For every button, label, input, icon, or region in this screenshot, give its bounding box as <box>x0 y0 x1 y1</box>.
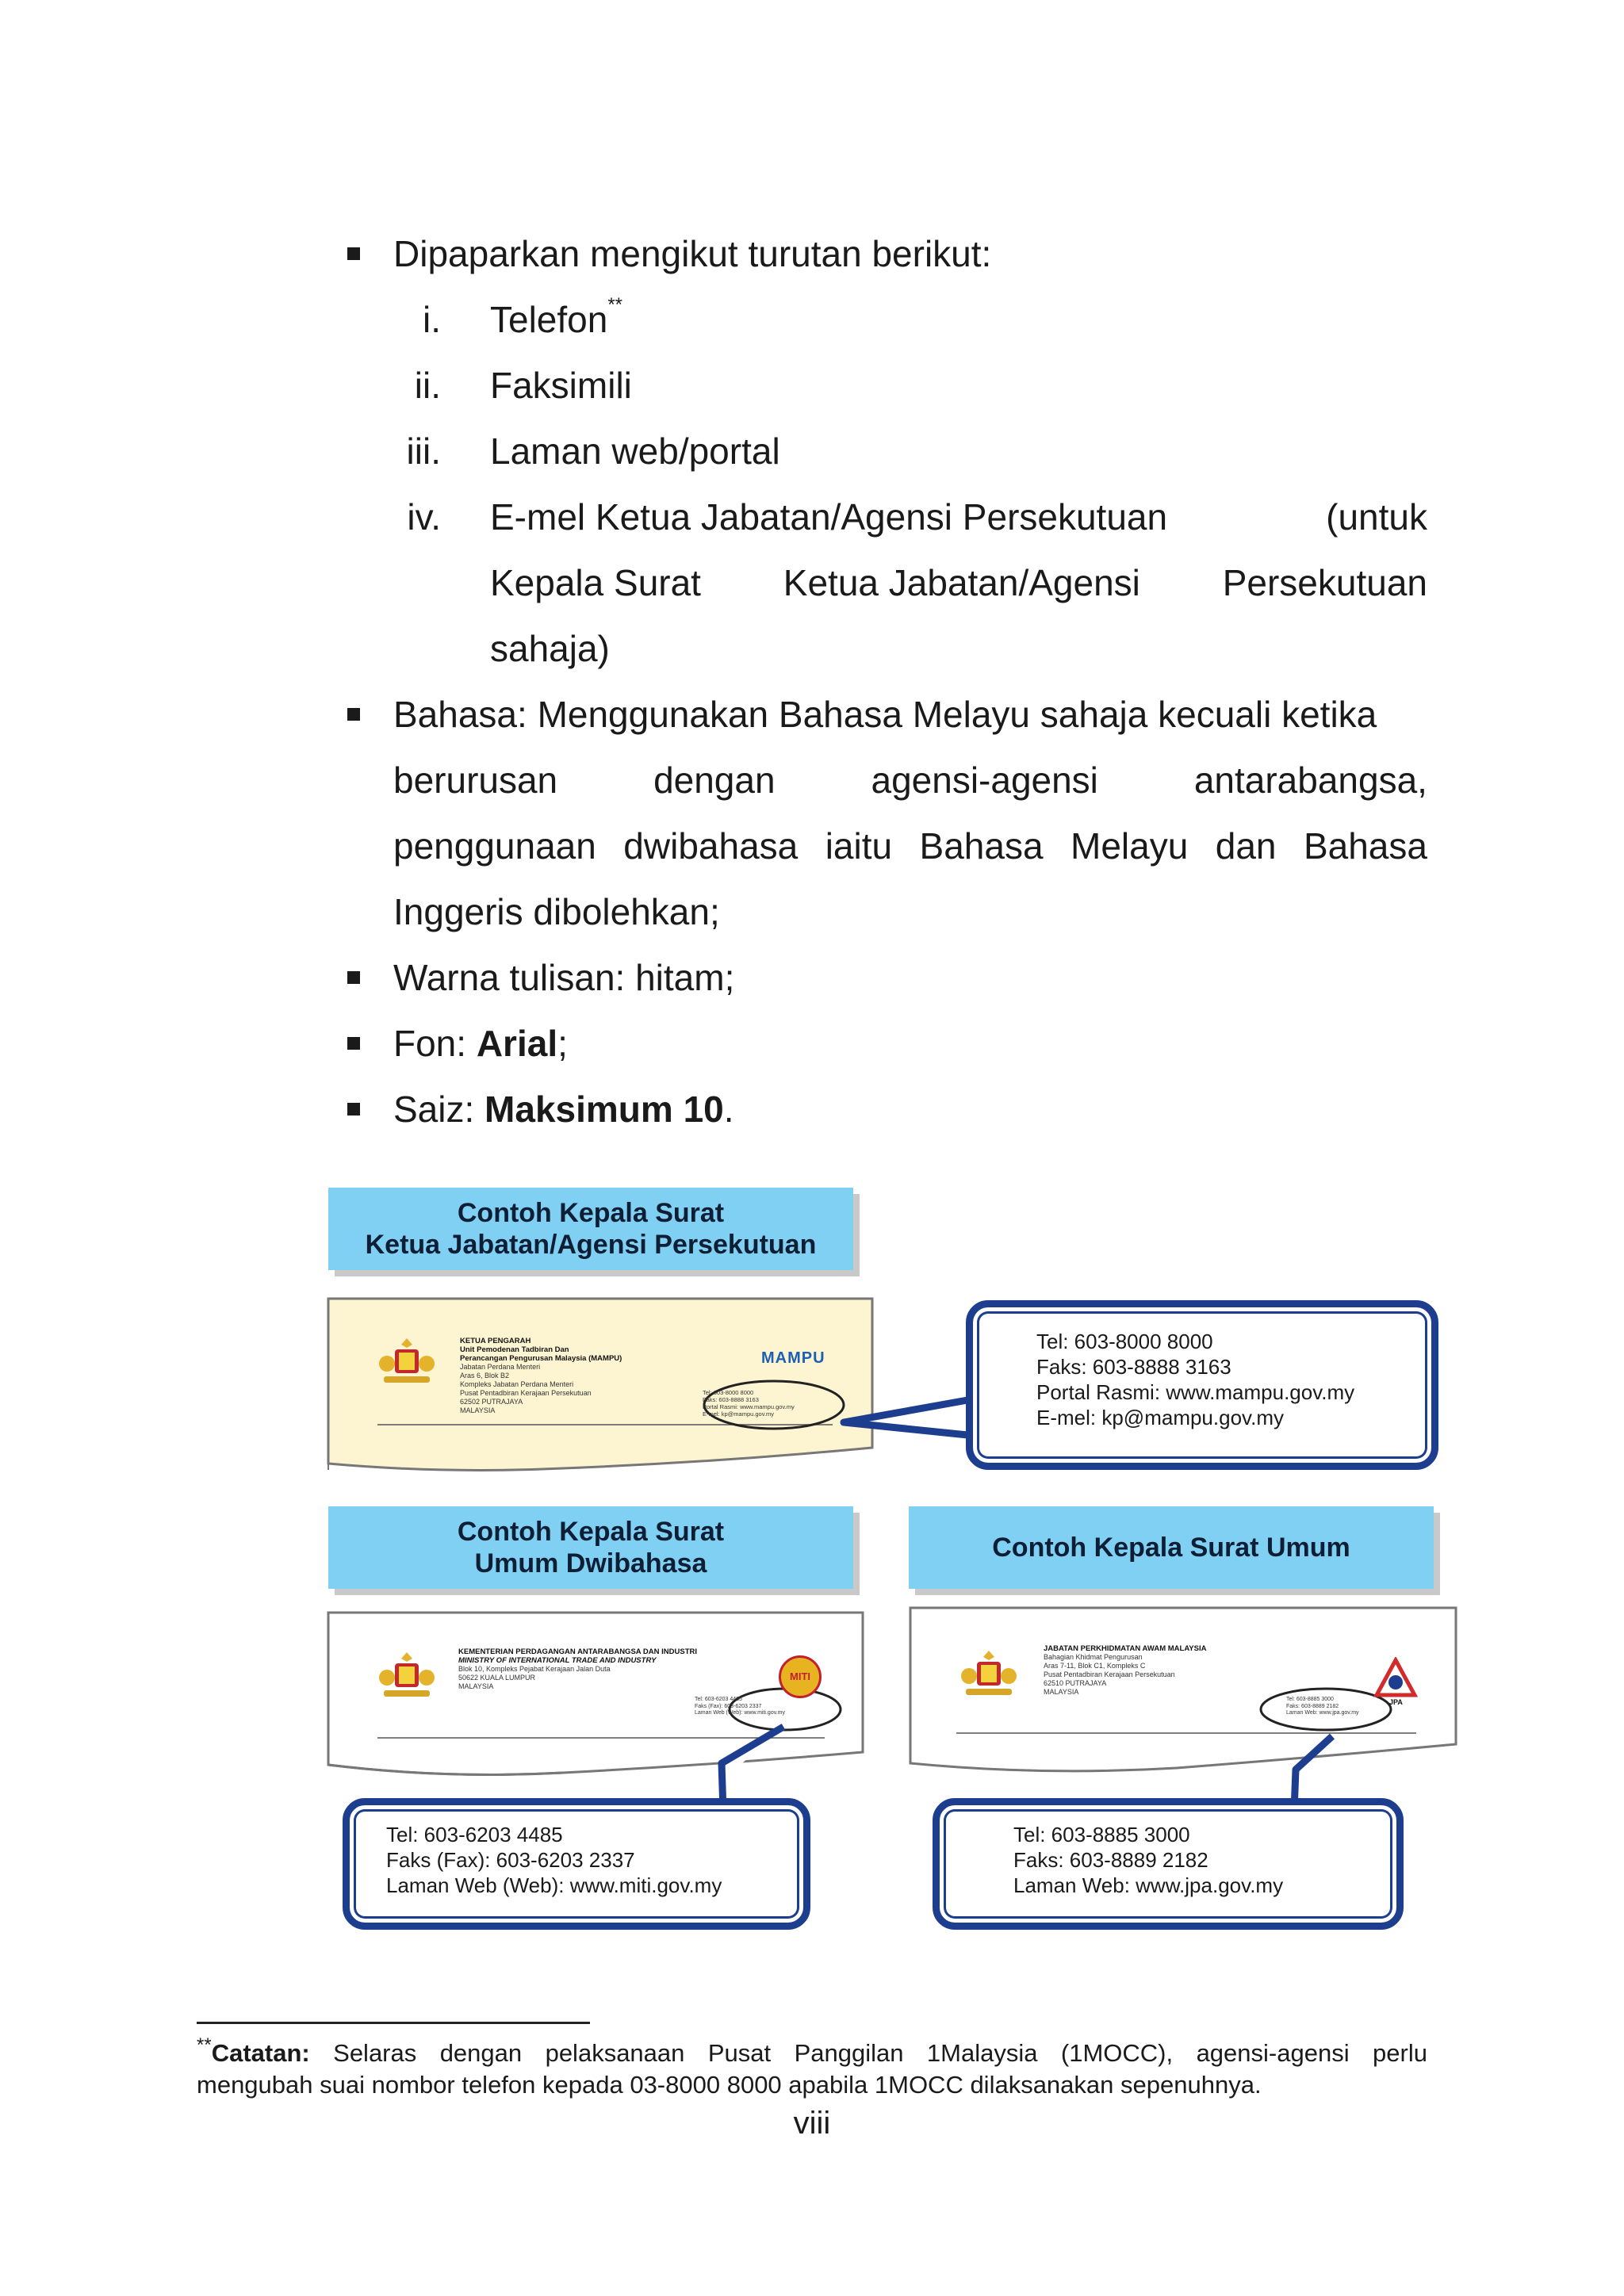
list-text: Telefon** <box>490 294 623 340</box>
list-text: Faksimili <box>490 365 632 406</box>
bullet-square <box>347 708 360 721</box>
list-text-line: E-mel Ketua Jabatan/Agensi Persekutuan (untuk <box>490 496 1427 538</box>
bullet-square <box>347 1037 360 1050</box>
bahasa-line: Bahasa: Menggunakan Bahasa Melayu sahaja kecuali ketika <box>393 694 1377 735</box>
callout-contact: Tel: 603-6203 4485 Faks (Fax): 603-6203 2337 Laman Web (Web): www.miti.gov.my <box>386 1823 722 1897</box>
letterhead-address: JABATAN PERKHIDMATAN AWAM MALAYSIA Bahagian Khidmat Pengurusan Aras 7-11, Blok C1, Kompleks C Pusat Pentadbiran Kerajaan Persekutuan 62510 PUTRAJAYA MALAYSIA <box>1044 1644 1207 1696</box>
malaysia-crest-icon <box>959 1649 1018 1700</box>
list-numeral: iv. <box>407 496 441 538</box>
page-number: viii <box>793 2106 831 2141</box>
label-ketua: Contoh Kepala Surat Ketua Jabatan/Agensi Persekutuan <box>328 1188 853 1270</box>
malaysia-crest-icon <box>377 1337 436 1387</box>
miti-logo: MITI <box>779 1655 822 1698</box>
mampu-logo: MAMPU <box>761 1349 825 1367</box>
list-numeral: iii. <box>406 430 441 472</box>
bahasa-line: Inggeris dibolehkan; <box>393 891 720 932</box>
warna-text: Warna tulisan: hitam; <box>393 957 735 998</box>
bullet-square <box>347 247 360 260</box>
jpa-logo-icon <box>1373 1657 1418 1701</box>
callout-contact: Tel: 603-8885 3000 Faks: 603-8889 2182 Laman Web: www.jpa.gov.my <box>1013 1823 1284 1897</box>
list-numeral: i. <box>423 299 441 340</box>
saiz-text: Saiz: Maksimum 10. <box>393 1089 734 1130</box>
footnote-rule <box>197 2022 590 2024</box>
bullet-square <box>347 1103 360 1115</box>
letterhead-contact: Tel: 603-6203 4485 Faks (Fax): 603-6203 2337 Laman Web (Web): www.miti.gov.my <box>695 1697 785 1716</box>
bahasa-line: berurusan dengan agensi-agensi antarabangsa, <box>393 760 1427 801</box>
bullet-square <box>347 971 360 984</box>
footnote-marker: ** <box>197 2034 212 2056</box>
list-text: sahaja) <box>490 628 610 669</box>
letterhead-address: KETUA PENGARAH Unit Pemodenan Tadbiran Dan Perancangan Pengurusan Malaysia (MAMPU) Jabatan Perdana Menteri Aras 6, Blok B2 Kompleks Jabatan Perdana Menteri Pusat Pentadbiran Kerajaan Persekutuan 62502 PUTRAJAYA MALAYSIA <box>460 1337 622 1414</box>
label-umum: Contoh Kepala Surat Umum <box>909 1506 1434 1589</box>
bahasa-line: penggunaan dwibahasa iaitu Bahasa Melayu dan Bahasa <box>393 825 1427 867</box>
footnote-line: mengubah suai nombor telefon kepada 03-8000 8000 apabila 1MOCC dilaksanakan sepenuhnya. <box>197 2071 1262 2099</box>
footnote-line: **Catatan: Selaras dengan pelaksanaan Pusat Panggilan 1Malaysia (1MOCC), agensi-agensi perlu <box>197 2034 1427 2067</box>
order-heading: Dipaparkan mengikut turutan berikut: <box>393 233 992 274</box>
list-text: Laman web/portal <box>490 430 780 472</box>
label-dwibahasa: Contoh Kepala Surat Umum Dwibahasa <box>328 1506 853 1589</box>
jpa-logo-text: JPA <box>1389 1698 1403 1706</box>
letterhead-contact: Tel: 603-8885 3000 Faks: 603-8889 2182 Laman Web: www.jpa.gov.my <box>1286 1697 1359 1716</box>
malaysia-crest-icon <box>377 1651 436 1701</box>
callout-contact: Tel: 603-8000 8000 Faks: 603-8888 3163 Portal Rasmi: www.mampu.gov.my E-mel: kp@mampu.gov.my <box>1036 1330 1355 1429</box>
list-text-line: Kepala Surat Ketua Jabatan/Agensi Persekutuan <box>490 562 1427 603</box>
footnote-marker: ** <box>607 294 623 316</box>
fon-text: Fon: Arial; <box>393 1023 568 1064</box>
letterhead-contact: Tel: 603-8000 8000 Faks: 603-8888 3163 Portal Rasmi: www.mampu.gov.my E-mel: kp@mampu.gov.my <box>703 1389 795 1418</box>
list-numeral: ii. <box>414 365 441 406</box>
letterhead-address: KEMENTERIAN PERDAGANGAN ANTARABANGSA DAN INDUSTRI MINISTRY OF INTERNATIONAL TRADE AND INDUSTRY Blok 10, Kompleks Pejabat Kerajaan Jalan Duta 50622 KUALA LUMPUR MALAYSIA <box>458 1647 698 1690</box>
